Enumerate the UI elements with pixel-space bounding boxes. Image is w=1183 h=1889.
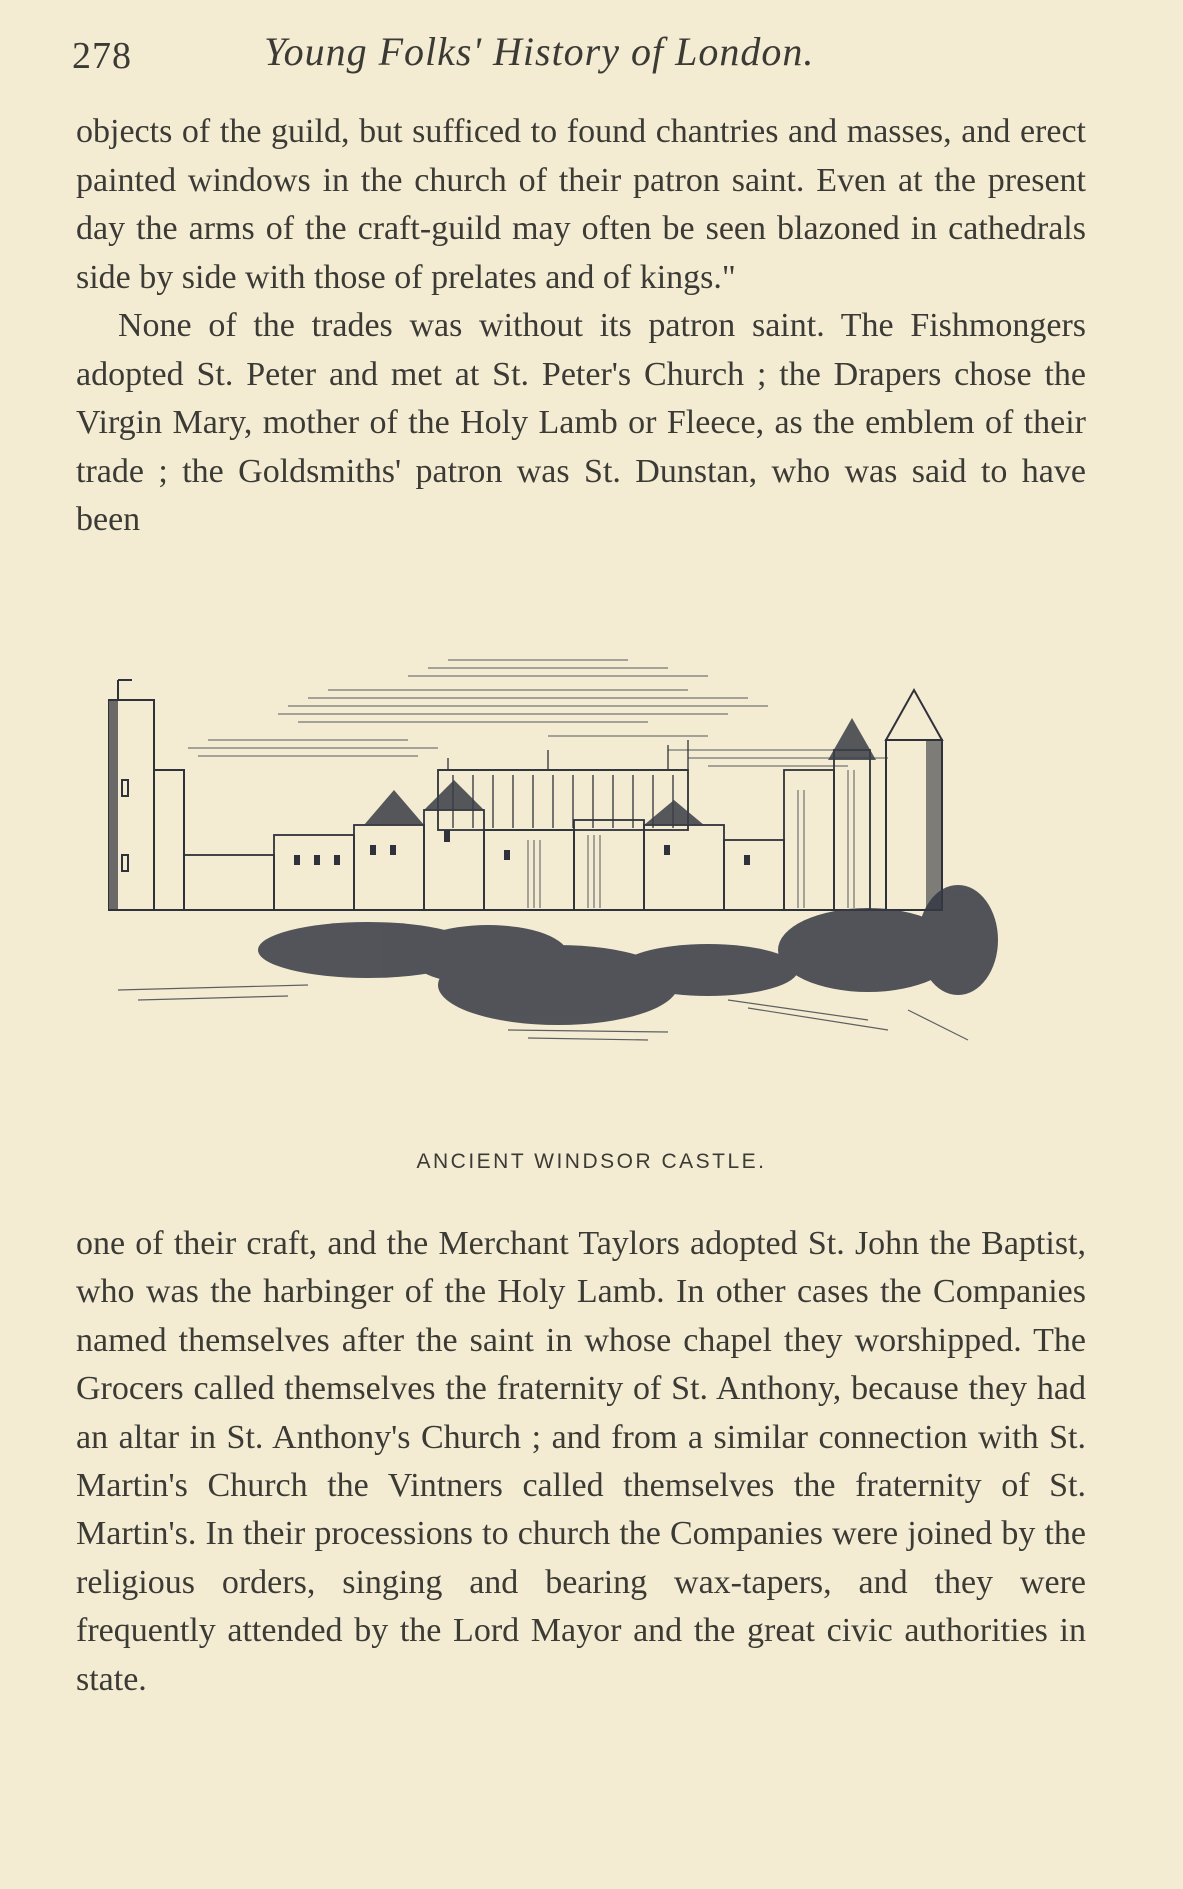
page-number: 278 [72,35,132,77]
running-title: Young Folks' History of London. [264,29,815,74]
top-text-block [76,108,1086,545]
figure-caption: ANCIENT WINDSOR CASTLE. [416,1150,767,1173]
bottom-text-block [76,1220,1086,1704]
continuation-paragraph: objects of the guild, but sufficed to found chantries and masses, and erect painted windows in the church of their patron saint. Even at the present day the arms of the craft-guild may often be seen blazoned in cathedrals side by side with those of prelates and of kings." [76,113,1086,296]
patron-saints-paragraph: None of the trades was without its patron saint. The Fishmongers adopted St. Peter and met at St. Peter's Church ; the Drapers chose the Virgin Mary, mother of the Holy Lamb or Fleece, as the emblem of their trade ; the Goldsmiths' patron was St. Dunstan, who was said to have been [76,307,1086,538]
companies-paragraph: one of their craft, and the Merchant Taylors adopted St. John the Baptist, who was the harbinger of the Holy Lamb. In other cases the Companies named themselves after the saint in whose chapel they worshipped. The Grocers called themselves the fraternity of St. Anthony, because they had an altar in St. Anthony's Church ; and from a similar connection with St. Martin's Church the Vintners called themselves the fraternity of St. Martin's. In their processions to church the Companies were joined by the religious orders, singing and bearing wax-tapers, and they were frequently attended by the Lord Mayor and the great civic authorities in state. [76,1225,1086,1698]
windsor-castle-engraving [108,640,1068,1130]
running-head [72,28,1072,88]
